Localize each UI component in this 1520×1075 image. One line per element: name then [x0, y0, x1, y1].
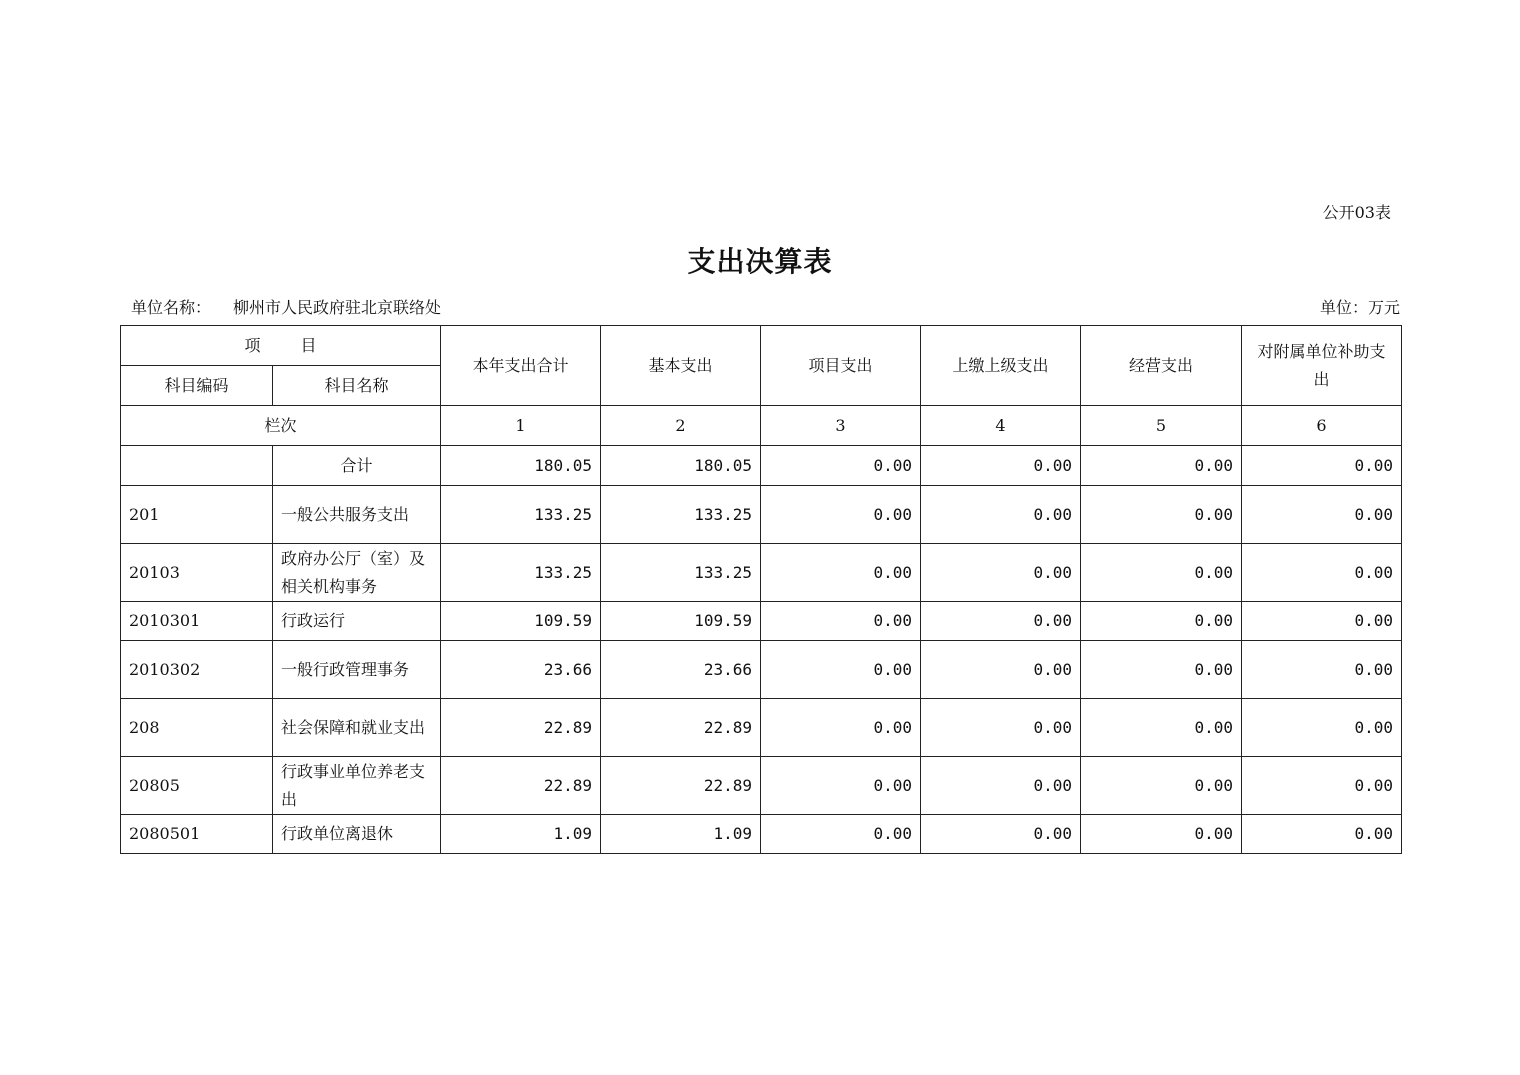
row-value: 0.00: [761, 602, 921, 641]
row-value: 0.00: [921, 602, 1081, 641]
table-row: [121, 602, 1402, 641]
column-index-number: 4: [921, 406, 1081, 446]
row-value: 0.00: [921, 699, 1081, 757]
row-value: 0.00: [761, 641, 921, 699]
column-index-number: 2: [601, 406, 761, 446]
row-value: 0.00: [921, 641, 1081, 699]
header-col-project: 项目支出: [761, 326, 921, 406]
row-value: 0.00: [1081, 699, 1242, 757]
row-value: 0.00: [761, 544, 921, 602]
currency-unit: 单位：万元: [1319, 298, 1400, 317]
row-value: 1.09: [441, 815, 601, 854]
table-row: [121, 699, 1402, 757]
row-name: 行政运行: [273, 602, 441, 641]
column-index-label: 栏次: [121, 406, 441, 446]
header-project: [121, 326, 441, 366]
row-value: 23.66: [441, 641, 601, 699]
row-name: 合计: [273, 446, 441, 486]
column-index-number: 3: [761, 406, 921, 446]
table-row: [121, 757, 1402, 815]
row-value: 22.89: [601, 757, 761, 815]
row-value: 0.00: [921, 757, 1081, 815]
column-index-number: 5: [1081, 406, 1242, 446]
row-code: 2010301: [121, 602, 273, 641]
row-value: 22.89: [601, 699, 761, 757]
header-col-operating: 经营支出: [1081, 326, 1242, 406]
row-code: 2080501: [121, 815, 273, 854]
row-value: 23.66: [601, 641, 761, 699]
row-value: 133.25: [441, 544, 601, 602]
row-value: 180.05: [441, 446, 601, 486]
unit-name-label: 单位名称：: [131, 298, 212, 317]
row-value: 0.00: [1081, 544, 1242, 602]
row-value: 0.00: [1081, 815, 1242, 854]
row-code: [121, 446, 273, 486]
column-index-number: 1: [441, 406, 601, 446]
column-index-row: [121, 406, 1402, 446]
row-value: 0.00: [761, 699, 921, 757]
row-value: 133.25: [601, 544, 761, 602]
table-row: [121, 815, 1402, 854]
row-value: 0.00: [1242, 602, 1402, 641]
header-col-total: 本年支出合计: [441, 326, 601, 406]
row-value: 22.89: [441, 757, 601, 815]
row-value: 0.00: [1081, 486, 1242, 544]
row-name: 政府办公厅（室）及相关机构事务: [273, 544, 441, 602]
row-code: 2010302: [121, 641, 273, 699]
row-name: 行政事业单位养老支出: [273, 757, 441, 815]
row-value: 0.00: [1242, 699, 1402, 757]
table-row: [121, 544, 1402, 602]
column-index-number: 6: [1242, 406, 1402, 446]
header-col-subsidy: 对附属单位补助支出: [1242, 326, 1402, 406]
unit-name-value: 柳州市人民政府驻北京联络处: [233, 298, 442, 317]
row-name: 一般公共服务支出: [273, 486, 441, 544]
row-value: 0.00: [1081, 602, 1242, 641]
row-code: 20805: [121, 757, 273, 815]
row-code: 201: [121, 486, 273, 544]
row-value: 180.05: [601, 446, 761, 486]
row-value: 133.25: [441, 486, 601, 544]
row-value: 0.00: [1081, 446, 1242, 486]
table-row: [121, 446, 1402, 486]
header-project-b: 目: [300, 335, 317, 355]
expenditure-table: [120, 325, 1402, 854]
header-subject-name: 科目名称: [273, 366, 441, 406]
unit-name: [131, 295, 441, 318]
header-col-basic: 基本支出: [601, 326, 761, 406]
table-row: [121, 486, 1402, 544]
row-value: 133.25: [601, 486, 761, 544]
page-title: 支出决算表: [687, 245, 833, 278]
row-value: 0.00: [761, 815, 921, 854]
row-name: 一般行政管理事务: [273, 641, 441, 699]
row-value: 0.00: [1242, 815, 1402, 854]
form-code: 公开03表: [1322, 203, 1391, 222]
row-value: 1.09: [601, 815, 761, 854]
row-value: 0.00: [761, 486, 921, 544]
row-value: 0.00: [1081, 641, 1242, 699]
header-project-a: 项: [244, 335, 261, 355]
row-value: 0.00: [921, 544, 1081, 602]
row-value: 0.00: [761, 446, 921, 486]
header-col-remit: 上缴上级支出: [921, 326, 1081, 406]
row-value: 0.00: [921, 446, 1081, 486]
header-subject-code: 科目编码: [121, 366, 273, 406]
row-value: 109.59: [441, 602, 601, 641]
row-value: 0.00: [1242, 641, 1402, 699]
row-value: 0.00: [921, 486, 1081, 544]
row-value: 0.00: [1242, 544, 1402, 602]
row-value: 0.00: [1242, 446, 1402, 486]
row-name: 行政单位离退休: [273, 815, 441, 854]
row-code: 20103: [121, 544, 273, 602]
row-code: 208: [121, 699, 273, 757]
row-value: 0.00: [1242, 486, 1402, 544]
row-value: 0.00: [1081, 757, 1242, 815]
row-value: 109.59: [601, 602, 761, 641]
row-value: 0.00: [921, 815, 1081, 854]
row-name: 社会保障和就业支出: [273, 699, 441, 757]
row-value: 22.89: [441, 699, 601, 757]
row-value: 0.00: [1242, 757, 1402, 815]
row-value: 0.00: [761, 757, 921, 815]
table-row: [121, 641, 1402, 699]
